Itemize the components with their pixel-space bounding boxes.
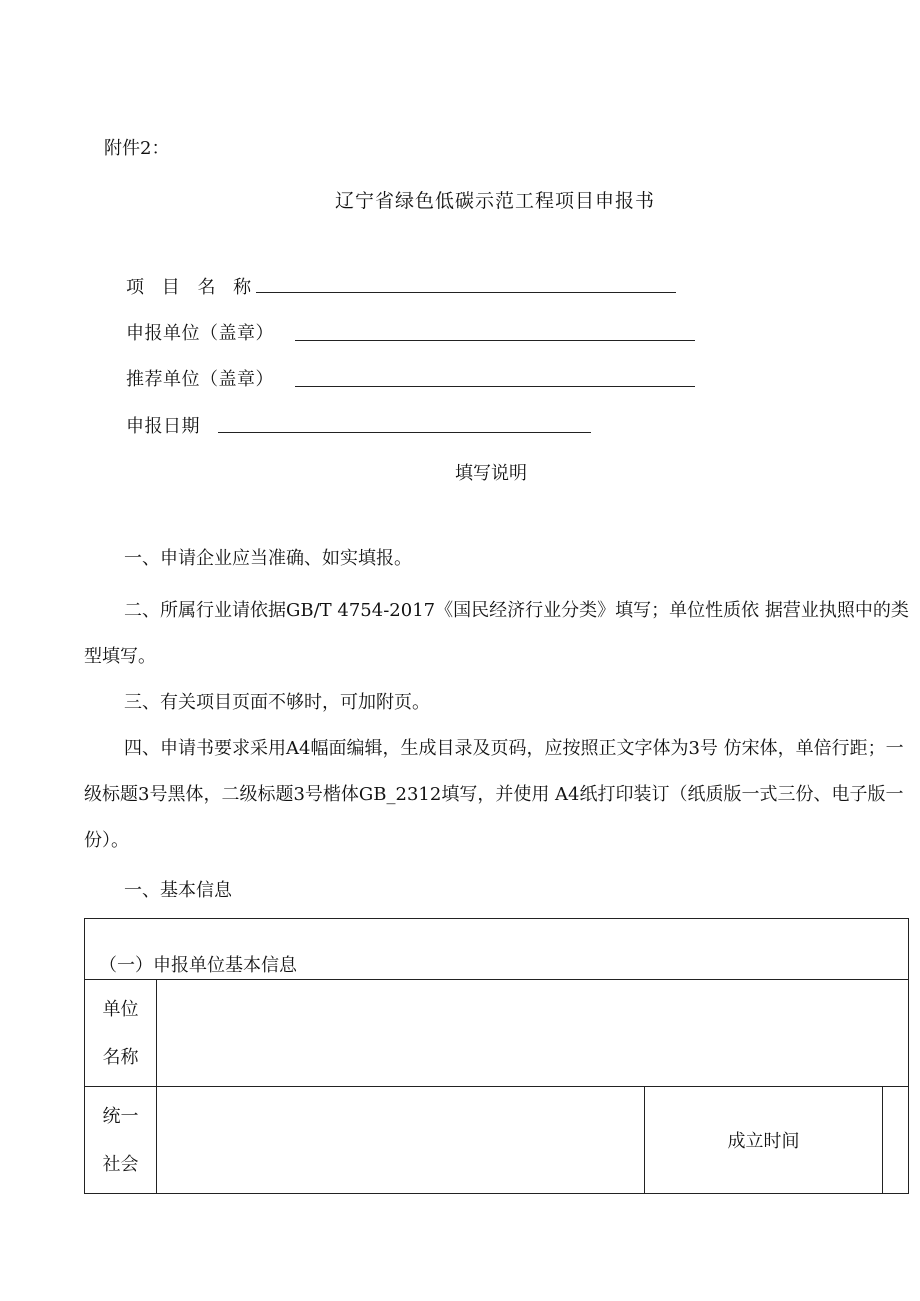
document-title: 辽宁省绿色低碳示范工程项目申报书 bbox=[334, 190, 655, 212]
instruction-item bbox=[84, 588, 910, 680]
section-title-cell bbox=[85, 919, 909, 980]
established-date-label: 成立时间 bbox=[645, 1087, 883, 1194]
application-date-label: 申报日期 bbox=[126, 416, 200, 437]
applicant-unit-label: 申报单位（盖章） bbox=[126, 323, 274, 344]
instruction-text: 二、所属行业请依据GB/T 4754-2017《国民经济行业分类》填写；单位性质依 据营业执照中的类型填写。 bbox=[84, 600, 909, 667]
credit-code-value[interactable] bbox=[157, 1087, 645, 1194]
attachment-label: 附件2： bbox=[104, 138, 170, 159]
instruction-text: 三、有关项目页面不够时，可加附页。 bbox=[124, 692, 430, 713]
unit-info-table bbox=[84, 918, 909, 1194]
instruction-text: 四、申请书要求采用A4幅面编辑，生成目录及页码，应按照正文字体为3号 仿宋体，单倍行距；一级标题3号黑体，二级标题3号楷体GB_2312填写，并使用 A4纸打印装订（纸质版一式三份、电子版一份）。 bbox=[84, 738, 904, 851]
instruction-text: 一、申请企业应当准确、如实填报。 bbox=[124, 548, 412, 569]
recommending-unit-line[interactable] bbox=[295, 385, 695, 387]
established-date-value[interactable] bbox=[883, 1087, 909, 1194]
instruction-item bbox=[84, 726, 910, 864]
instructions-title: 填写说明 bbox=[455, 463, 527, 484]
project-name-line[interactable] bbox=[256, 291, 676, 293]
credit-code-label: 统一社会 bbox=[85, 1087, 157, 1194]
section-title: （一）申报单位基本信息 bbox=[99, 955, 297, 976]
applicant-unit-line[interactable] bbox=[295, 339, 695, 341]
basic-info-heading: 一、基本信息 bbox=[124, 880, 232, 901]
application-date-line[interactable] bbox=[218, 431, 591, 433]
unit-name-label: 单位名称 bbox=[85, 980, 157, 1087]
recommending-unit-label: 推荐单位（盖章） bbox=[126, 369, 274, 390]
project-name-label: 项 目 名 称 bbox=[126, 277, 258, 298]
instruction-item bbox=[84, 680, 910, 726]
instruction-item bbox=[84, 536, 910, 582]
unit-name-value[interactable] bbox=[157, 980, 909, 1087]
